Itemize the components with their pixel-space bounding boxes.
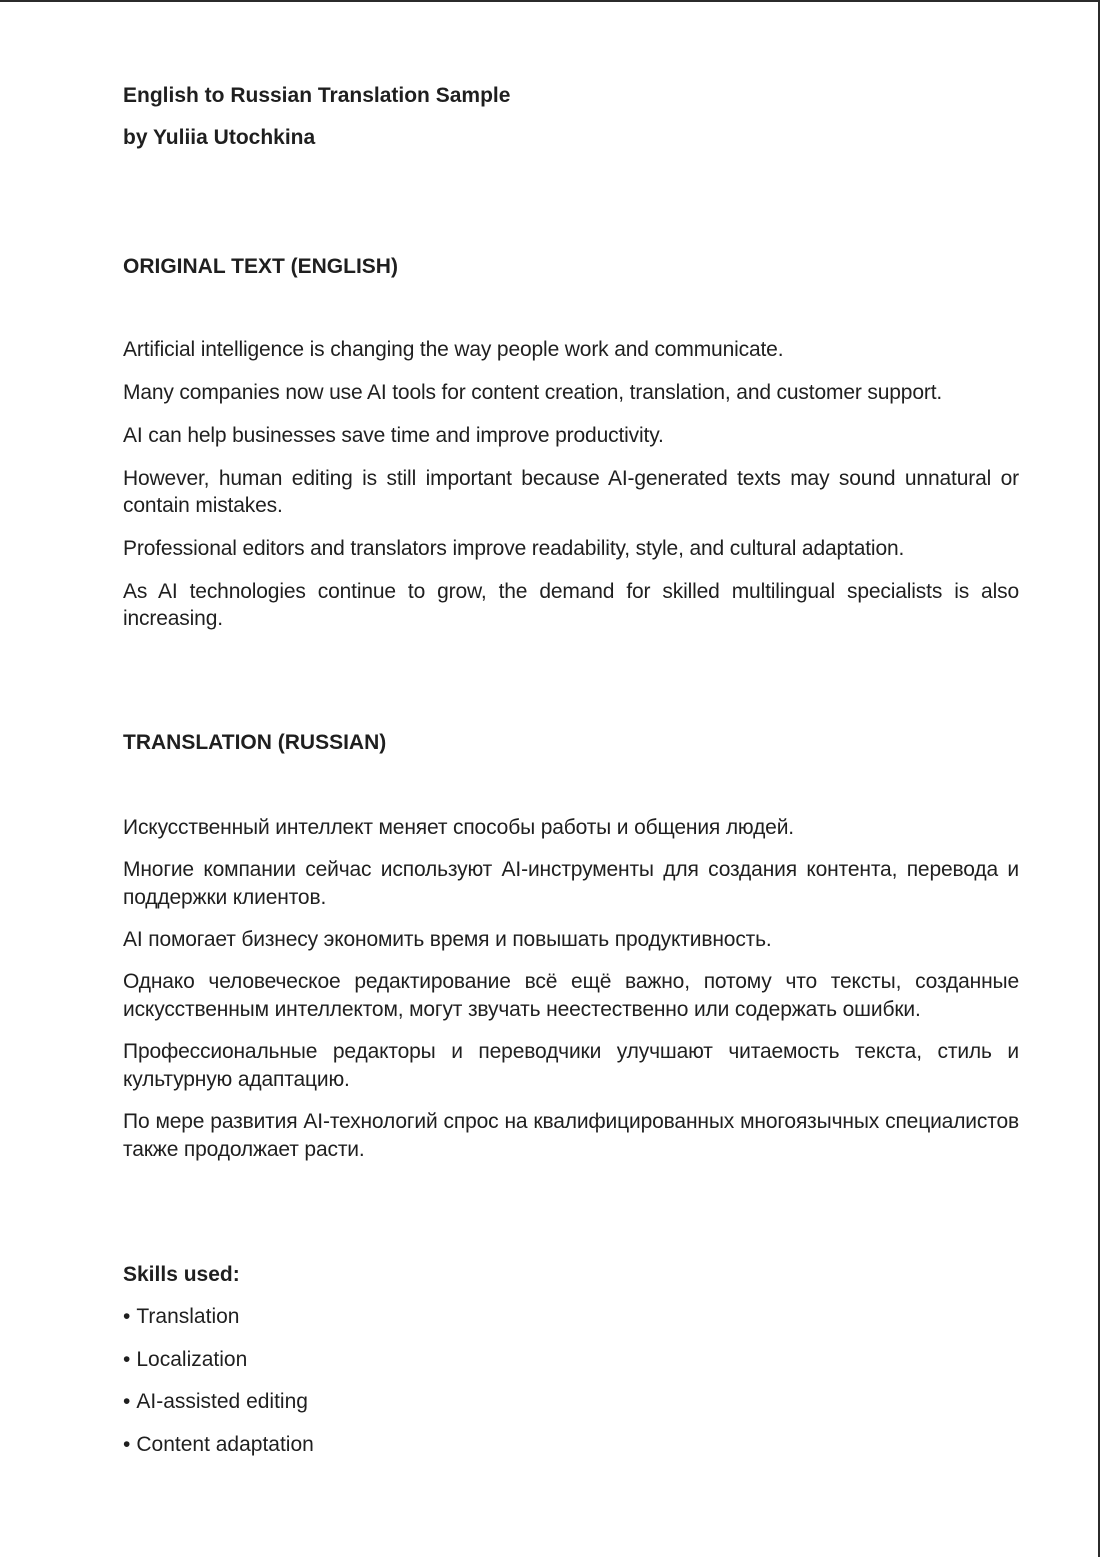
translation-section: [123, 814, 1019, 1164]
skills-list: [123, 1302, 1019, 1460]
bullet-icon: •: [123, 1432, 131, 1456]
bullet-icon: •: [123, 1347, 131, 1371]
skills-list-item: [123, 1302, 1019, 1332]
bullet-icon: •: [123, 1305, 131, 1328]
original-text-heading: ORIGINAL TEXT (ENGLISH): [123, 255, 398, 278]
skill-label: AI-assisted editing: [136, 1390, 308, 1413]
translation-paragraph: Многие компании сейчас используют AI-инструменты для создания контента, перевода и поддержки клиентов.: [123, 858, 1019, 909]
skills-list-item: [123, 1345, 1019, 1375]
document-content: [123, 81, 1019, 1472]
skills-list-item: [123, 1430, 1019, 1460]
translation-paragraph: Однако человеческое редактирование всё ещё важно, потому что тексты, созданные искусственным интеллектом, могут звучать неестественно или содержать ошибки.: [123, 970, 1019, 1021]
skills-list-item: [123, 1387, 1019, 1417]
skill-label: Localization: [136, 1347, 248, 1371]
original-text-section: [123, 336, 1019, 632]
original-paragraph: Many companies now use AI tools for content creation, translation, and customer support.: [123, 381, 943, 404]
original-paragraph: As AI technologies continue to grow, the demand for skilled multilingual specialists is also increasing.: [123, 580, 1019, 630]
original-paragraph: Professional editors and translators improve readability, style, and cultural adaptation.: [123, 537, 905, 560]
document-author: by Yuliia Utochkina: [123, 126, 316, 149]
original-paragraph: AI can help businesses save time and improve productivity.: [123, 424, 664, 447]
translation-paragraph: Искусственный интеллект меняет способы работы и общения людей.: [123, 816, 794, 839]
bullet-icon: •: [123, 1390, 131, 1413]
skill-label: Content adaptation: [136, 1432, 314, 1456]
document-title: English to Russian Translation Sample: [123, 84, 511, 107]
skill-label: Translation: [136, 1305, 240, 1328]
original-paragraph: Artificial intelligence is changing the way people work and communicate.: [123, 338, 784, 361]
original-paragraph: However, human editing is still important because AI-generated texts may sound unnatural or contain mistakes.: [123, 467, 1019, 517]
skills-heading: Skills used:: [123, 1263, 240, 1286]
translation-paragraph: Профессиональные редакторы и переводчики улучшают читаемость текста, стиль и культурную адаптацию.: [123, 1040, 1019, 1091]
translation-paragraph: AI помогает бизнесу экономить время и повышать продуктивность.: [123, 928, 772, 951]
translation-paragraph: По мере развития AI-технологий спрос на квалифицированных многоязычных специалистов также продолжает расти.: [123, 1110, 1019, 1161]
translation-heading: TRANSLATION (RUSSIAN): [123, 731, 387, 754]
